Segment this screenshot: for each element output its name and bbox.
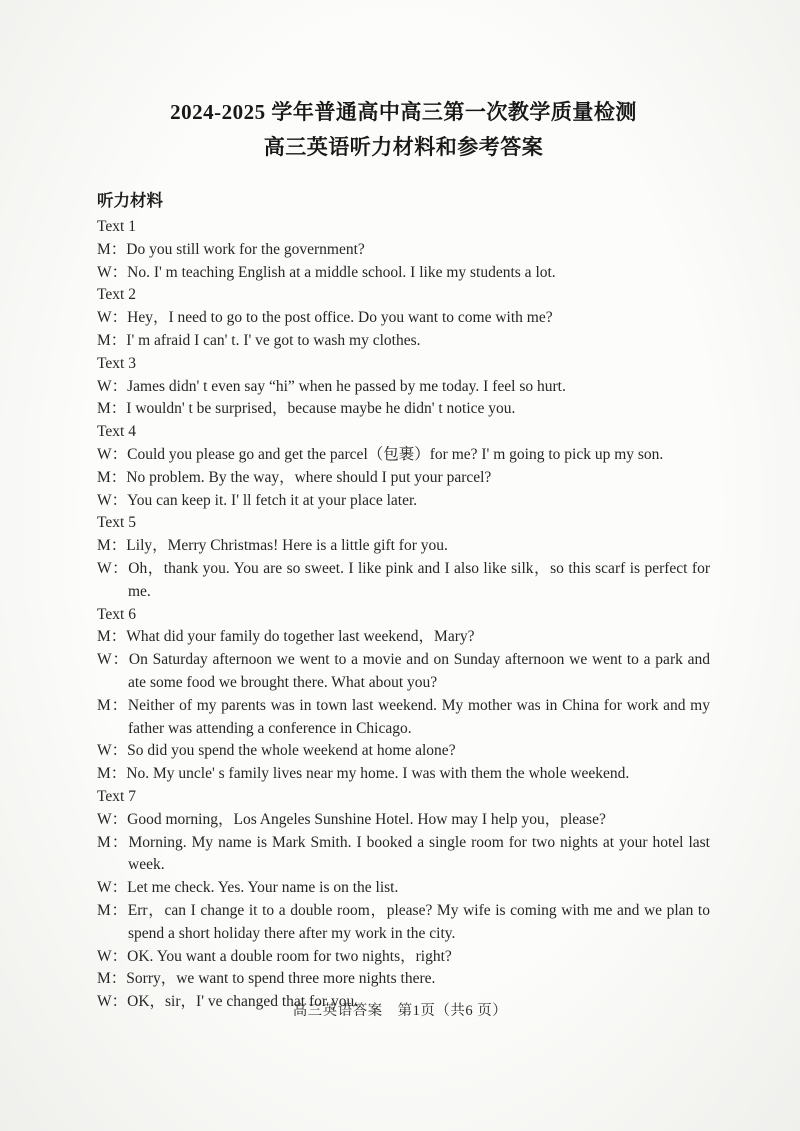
utterance-text: On Saturday afternoon we went to a movie and on Sunday afternoon we went to a park and ate some food we brought there. What about you?: [128, 651, 710, 691]
dialogue-line: [97, 968, 710, 991]
speaker-label: M：: [97, 628, 127, 646]
dialogue-line: [97, 763, 710, 786]
dialogue-line: [97, 330, 710, 353]
dialogue-line: [97, 832, 710, 878]
utterance-text: Do you still work for the government?: [126, 240, 365, 258]
text-group-label: Text 7: [97, 787, 136, 805]
dialogue-line: [97, 695, 710, 741]
speaker-label: M：: [97, 537, 127, 555]
dialogue-line: [97, 946, 710, 969]
utterance-text: Let me check. Yes. Your name is on the list.: [127, 879, 399, 897]
text-group-label: Text 3: [97, 354, 136, 372]
dialogue-line: [97, 490, 710, 513]
speaker-label: W：: [97, 559, 129, 577]
speaker-label: W：: [97, 879, 128, 897]
utterance-text: No. I' m teaching English at a middle school. I like my students a lot.: [127, 263, 556, 281]
speaker-label: W：: [97, 993, 128, 1011]
text-group-label: Text 4: [97, 423, 136, 441]
dialogue-line: [97, 444, 710, 467]
dialogue-line: [97, 649, 710, 695]
dialogue-line: [97, 558, 710, 604]
text-group-label: Text 1: [97, 218, 136, 235]
utterance-text: OK，sir，I' ve changed that for you.: [127, 993, 359, 1011]
utterance-text: Could you please go and get the parcel（包裹）for me? I' m going to pick up my son.: [127, 445, 664, 463]
dialogue-line: [97, 307, 710, 330]
utterance-text: James didn' t even say “hi” when he passed by me today. I feel so hurt.: [127, 377, 566, 395]
utterance-text: Err，can I change it to a double room，please? My wife is coming with me and we plan to spend a short holiday there after my work in the city.: [127, 901, 710, 942]
text-group-label: Text 2: [97, 286, 136, 304]
dialogue-line: [97, 467, 710, 490]
dialogue-line: [97, 626, 710, 649]
dialogue-line: [97, 740, 710, 763]
utterance-text: Good morning，Los Angeles Sunshine Hotel. How may I help you，please?: [127, 810, 606, 828]
speaker-label: W：: [97, 651, 129, 669]
utterance-text: Lily，Merry Christmas! Here is a little gift for you.: [126, 537, 448, 555]
dialogue-line: [97, 239, 710, 262]
speaker-label: W：: [97, 377, 128, 395]
speaker-label: W：: [97, 491, 128, 509]
dialogue-line: [97, 809, 710, 832]
dialogue-line: [97, 376, 710, 399]
utterance-text: I wouldn' t be surprised，because maybe he didn' t notice you.: [126, 400, 516, 418]
utterance-text: No. My uncle' s family lives near my home. I was with them the whole weekend.: [126, 765, 630, 783]
utterance-text: So did you spend the whole weekend at home alone?: [127, 742, 456, 760]
utterance-text: You can keep it. I' ll fetch it at your place later.: [127, 491, 418, 509]
speaker-label: W：: [97, 810, 128, 828]
utterance-text: Sorry，we want to spend three more nights there.: [126, 970, 436, 988]
transcript: [97, 216, 710, 1014]
speaker-label: M：: [97, 400, 127, 418]
dialogue-line: [97, 398, 710, 421]
speaker-label: W：: [97, 947, 128, 965]
dialogue-line: [97, 877, 710, 900]
speaker-label: M：: [97, 696, 128, 714]
utterance-text: Oh，thank you. You are so sweet. I like pink and I also like silk，so this scarf is perfect for me.: [128, 559, 710, 600]
speaker-label: M：: [97, 240, 127, 258]
text-group-label: Text 5: [97, 514, 136, 532]
document-title-line2: 高三英语听力材料和参考答案: [263, 135, 544, 159]
speaker-label: W：: [97, 309, 128, 327]
speaker-label: M：: [97, 765, 127, 783]
speaker-label: M：: [97, 901, 128, 919]
speaker-label: M：: [97, 970, 127, 988]
utterance-text: Neither of my parents was in town last weekend. My mother was in China for work and my father was attending a conference in Chicago.: [127, 696, 710, 737]
speaker-label: M：: [97, 468, 127, 486]
dialogue-line: [97, 900, 710, 946]
utterance-text: I' m afraid I can' t. I' ve got to wash my clothes.: [126, 331, 421, 349]
utterance-text: What did your family do together last weekend，Mary?: [126, 628, 475, 646]
utterance-text: Hey，I need to go to the post office. Do you want to come with me?: [127, 309, 553, 327]
speaker-label: M：: [97, 833, 129, 851]
speaker-label: W：: [97, 263, 128, 281]
speaker-label: M：: [97, 331, 127, 349]
document-title-line1: 2024-2025 学年普通高中高三第一次教学质量检测: [170, 100, 637, 124]
utterance-text: No problem. By the way，where should I put your parcel?: [126, 468, 492, 486]
dialogue-line: [97, 262, 710, 285]
speaker-label: W：: [97, 445, 128, 463]
utterance-text: Morning. My name is Mark Smith. I booked a single room for two nights at your hotel last week.: [128, 833, 710, 874]
section-heading: 听力材料: [97, 191, 163, 210]
utterance-text: OK. You want a double room for two nights，right?: [127, 947, 452, 965]
page-footer: 高三英语答案 第1页（共6 页）: [292, 1003, 508, 1019]
text-group-label: Text 6: [97, 605, 136, 623]
dialogue-line: [97, 535, 710, 558]
speaker-label: W：: [97, 742, 128, 760]
title-block: [97, 95, 710, 165]
